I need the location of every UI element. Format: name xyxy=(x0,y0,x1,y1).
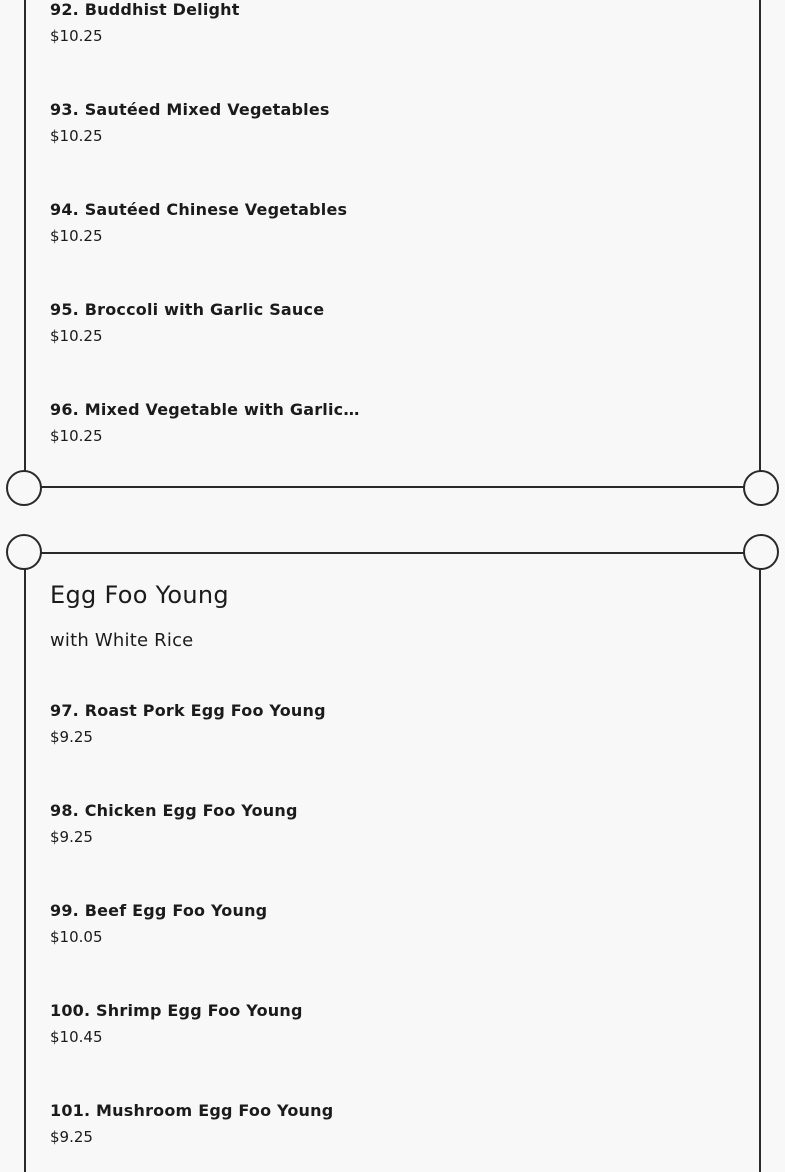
menu-item-price: $10.25 xyxy=(50,227,103,245)
card-corner-decoration xyxy=(6,534,42,570)
menu-item-name: 100. Shrimp Egg Foo Young xyxy=(50,1001,303,1020)
menu-item[interactable] xyxy=(50,1101,690,1147)
card-corner-decoration xyxy=(743,470,779,506)
menu-item-name: 98. Chicken Egg Foo Young xyxy=(50,801,298,820)
menu-item-price: $10.25 xyxy=(50,127,103,145)
menu-item-name: 95. Broccoli with Garlic Sauce xyxy=(50,300,325,319)
menu-item[interactable] xyxy=(50,100,690,146)
section-title: Egg Foo Young xyxy=(50,581,229,609)
menu-item-price: $10.05 xyxy=(50,928,103,946)
menu-item[interactable] xyxy=(50,400,690,446)
menu-item-name: 99. Beef Egg Foo Young xyxy=(50,901,268,920)
card-corner-decoration xyxy=(6,470,42,506)
menu-item[interactable] xyxy=(50,801,690,847)
menu-item-price: $9.25 xyxy=(50,728,93,746)
menu-item-price: $10.25 xyxy=(50,327,103,345)
menu-item-name: 92. Buddhist Delight xyxy=(50,0,240,19)
card-corner-decoration xyxy=(743,534,779,570)
vegetable-section-card xyxy=(24,0,761,488)
menu-item[interactable] xyxy=(50,901,690,947)
menu-item[interactable] xyxy=(50,1001,690,1047)
menu-item-name: 93. Sautéed Mixed Vegetables xyxy=(50,100,330,119)
menu-item-name: 97. Roast Pork Egg Foo Young xyxy=(50,701,326,720)
menu-item-price: $10.25 xyxy=(50,27,103,45)
menu-item[interactable] xyxy=(50,300,690,346)
menu-item-name: 96. Mixed Vegetable with Garlic… xyxy=(50,400,360,419)
menu-item[interactable] xyxy=(50,701,690,747)
menu-item-price: $10.25 xyxy=(50,427,103,445)
section-subtitle: with White Rice xyxy=(50,630,194,651)
menu-item-price: $10.45 xyxy=(50,1028,103,1046)
menu-item-price: $9.25 xyxy=(50,828,93,846)
menu-item[interactable] xyxy=(50,0,690,46)
menu-item[interactable] xyxy=(50,200,690,246)
menu-item-name: 101. Mushroom Egg Foo Young xyxy=(50,1101,334,1120)
menu-item-price: $9.25 xyxy=(50,1128,93,1146)
egg-foo-young-section-card xyxy=(24,552,761,1172)
menu-item-name: 94. Sautéed Chinese Vegetables xyxy=(50,200,348,219)
